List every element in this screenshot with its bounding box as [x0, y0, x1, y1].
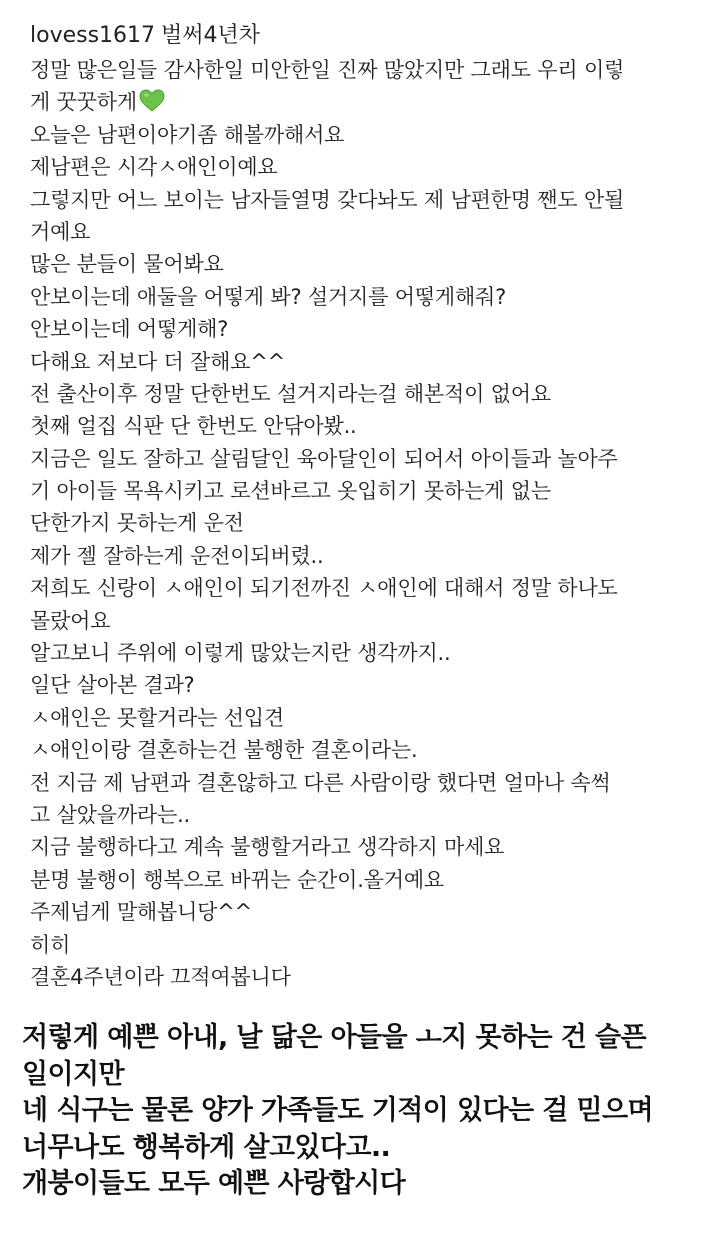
caption-line: 제가 젤 잘하는게 운전이되버렸.. — [30, 543, 324, 568]
caption-line: 전 지금 제 남편과 결혼않하고 다른 사람이랑 했다면 얼마나 속썩 — [30, 770, 611, 795]
caption-line: 지금 불행하다고 계속 불행할거라고 생각하지 마세요 — [30, 835, 505, 860]
comment-line: 저렇게 예쁜 아내, 날 닮은 아들을 ㅗ지 못하는 건 슬픈 — [22, 1022, 646, 1053]
comment-line: 너무나도 행복하게 살고있다고.. — [22, 1131, 391, 1163]
caption-line: 그렇지만 어느 보이는 남자들열명 갖다놔도 제 남편한명 짼도 안될 — [30, 187, 625, 212]
caption-line: 저희도 신랑이 ㅅ애인이 되기전까진 ㅅ애인에 대해서 정말 하나도 — [30, 576, 618, 601]
caption-line: ㅅ애인은 못할거라는 선입견 — [30, 705, 284, 730]
post-header — [30, 18, 690, 54]
caption-line: 오늘은 남편이야기좀 해볼까해서요 — [30, 122, 345, 147]
comment-line: 개붕이들도 모두 예쁜 사랑합시다 — [22, 1168, 406, 1199]
comment-line: 일이지만 — [22, 1058, 124, 1090]
caption-line: 제남편은 시각ㅅ애인이예요 — [30, 155, 278, 180]
caption-line: 히히 — [30, 932, 71, 957]
caption-line: 주제넘게 말해봅니당^^ — [30, 900, 253, 925]
username[interactable]: lovess1617 — [30, 23, 156, 48]
caption-line: 단한가지 못하는게 운전 — [30, 511, 244, 536]
comment-line: 네 식구는 물론 양가 가족들도 기적이 있다는 걸 믿으며 — [22, 1095, 654, 1126]
caption-line: 정말 많은일들 감사한일 미안한일 진짜 많았지만 그래도 우리 이렇 — [30, 58, 625, 82]
caption-line: 기 아이들 목욕시키고 로션바르고 옷입히기 못하는게 없는 — [30, 479, 551, 504]
caption-line: 안보이는데 어떻게해? — [30, 317, 229, 342]
caption-text: 게 꿋꿋하게 — [30, 90, 137, 115]
caption-line: 거예요 — [30, 219, 91, 244]
caption-line-with-emoji — [30, 86, 690, 118]
caption-line: 고 살았을까라는.. — [30, 802, 191, 827]
caption-body — [30, 119, 690, 994]
caption-line: ㅅ애인이랑 결혼하는건 불행한 결혼이라는. — [30, 738, 418, 763]
caption-line: 알고보니 주위에 이렇게 많았는지란 생각까지.. — [30, 641, 451, 666]
header-note: 벌써4년차 — [161, 23, 261, 48]
caption-line: 몰랐어요 — [30, 608, 111, 633]
caption-line: 결혼4주년이라 끄적여봅니다 — [30, 964, 291, 989]
caption-line: 많은 분들이 물어봐요 — [30, 252, 224, 277]
caption-line: 다해요 저보다 더 잘해요^^ — [30, 349, 286, 374]
green-heart-icon — [139, 89, 165, 113]
overlay-commentary — [22, 1020, 702, 1203]
instagram-post-caption — [30, 18, 690, 993]
caption-line: 일단 살아본 결과? — [30, 673, 195, 698]
caption-line: 전 출산이후 정말 단한번도 설거지라는걸 해본적이 없어요 — [30, 381, 551, 406]
caption-line: 분명 불행이 행복으로 바뀌는 순간이.올거예요 — [30, 867, 445, 892]
caption-line: 첫째 얼집 식판 단 한번도 안닦아봤.. — [30, 414, 357, 439]
caption-line: 안보이는데 애둘을 어떻게 봐? 설거지를 어떻게해줘? — [30, 284, 507, 309]
caption-line: 지금은 일도 잘하고 살림달인 육아달인이 되어서 아이들과 놀아주 — [30, 446, 618, 471]
